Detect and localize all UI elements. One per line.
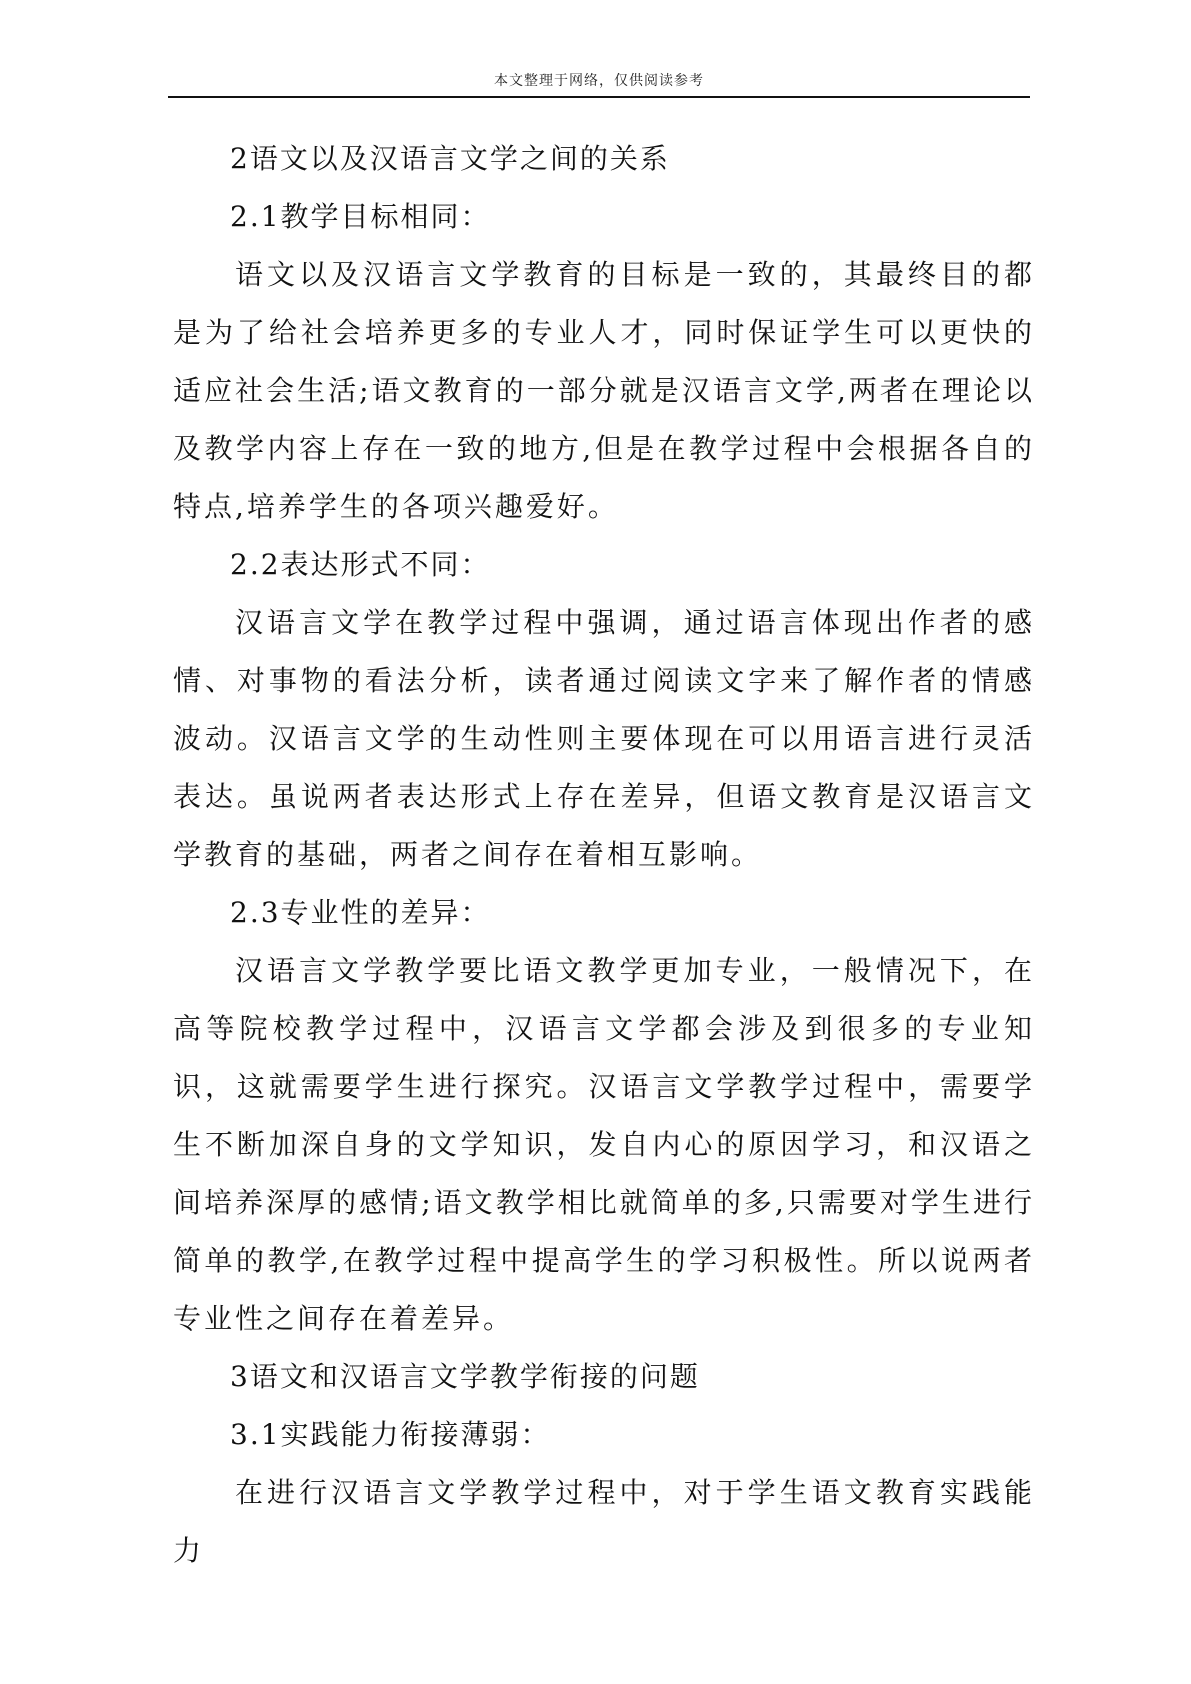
section-2-1-heading: 2.1教学目标相同： bbox=[230, 200, 491, 233]
section-2-heading: 2语文以及汉语言文学之间的关系 bbox=[230, 142, 670, 175]
section-2-2-heading: 2.2表达形式不同： bbox=[230, 548, 491, 581]
section-2-3-paragraph: 汉语言文学教学要比语文教学更加专业，一般情况下，在高等院校教学过程中，汉语言文学都会涉及到很多的专业知识，这就需要学生进行探究。汉语言文学教学过程中，需要学生不断加深自身的文学知识，发自内心的原因学习，和汉语之间培养深厚的感情;语文教学相比就简单的多,只需要对学生进行简单的教学,在教学过程中提高学生的学习积极性。所以说两者专业性之间存在着差异。 bbox=[173, 954, 1035, 1335]
header-divider bbox=[168, 96, 1030, 98]
document-body bbox=[173, 130, 1035, 1580]
section-3-1-heading: 3.1实践能力衔接薄弱： bbox=[230, 1418, 551, 1451]
section-2-1-paragraph: 语文以及汉语言文学教育的目标是一致的，其最终目的都是为了给社会培养更多的专业人才，同时保证学生可以更快的适应社会生活;语文教育的一部分就是汉语言文学,两者在理论以及教学内容上存在一致的地方,但是在教学过程中会根据各自的特点,培养学生的各项兴趣爱好。 bbox=[173, 258, 1035, 523]
section-2-2-paragraph: 汉语言文学在教学过程中强调，通过语言体现出作者的感情、对事物的看法分析，读者通过阅读文字来了解作者的情感波动。汉语言文学的生动性则主要体现在可以用语言进行灵活表达。虽说两者表达形式上存在差异，但语文教育是汉语言文学教育的基础，两者之间存在着相互影响。 bbox=[173, 606, 1035, 871]
section-3-1-paragraph: 在进行汉语言文学教学过程中，对于学生语文教育实践能力 bbox=[173, 1476, 1035, 1567]
section-3-heading: 3语文和汉语言文学教学衔接的问题 bbox=[230, 1360, 700, 1393]
page-header-note: 本文整理于网络，仅供阅读参考 bbox=[494, 73, 704, 89]
section-2-3-heading: 2.3专业性的差异： bbox=[230, 896, 491, 929]
